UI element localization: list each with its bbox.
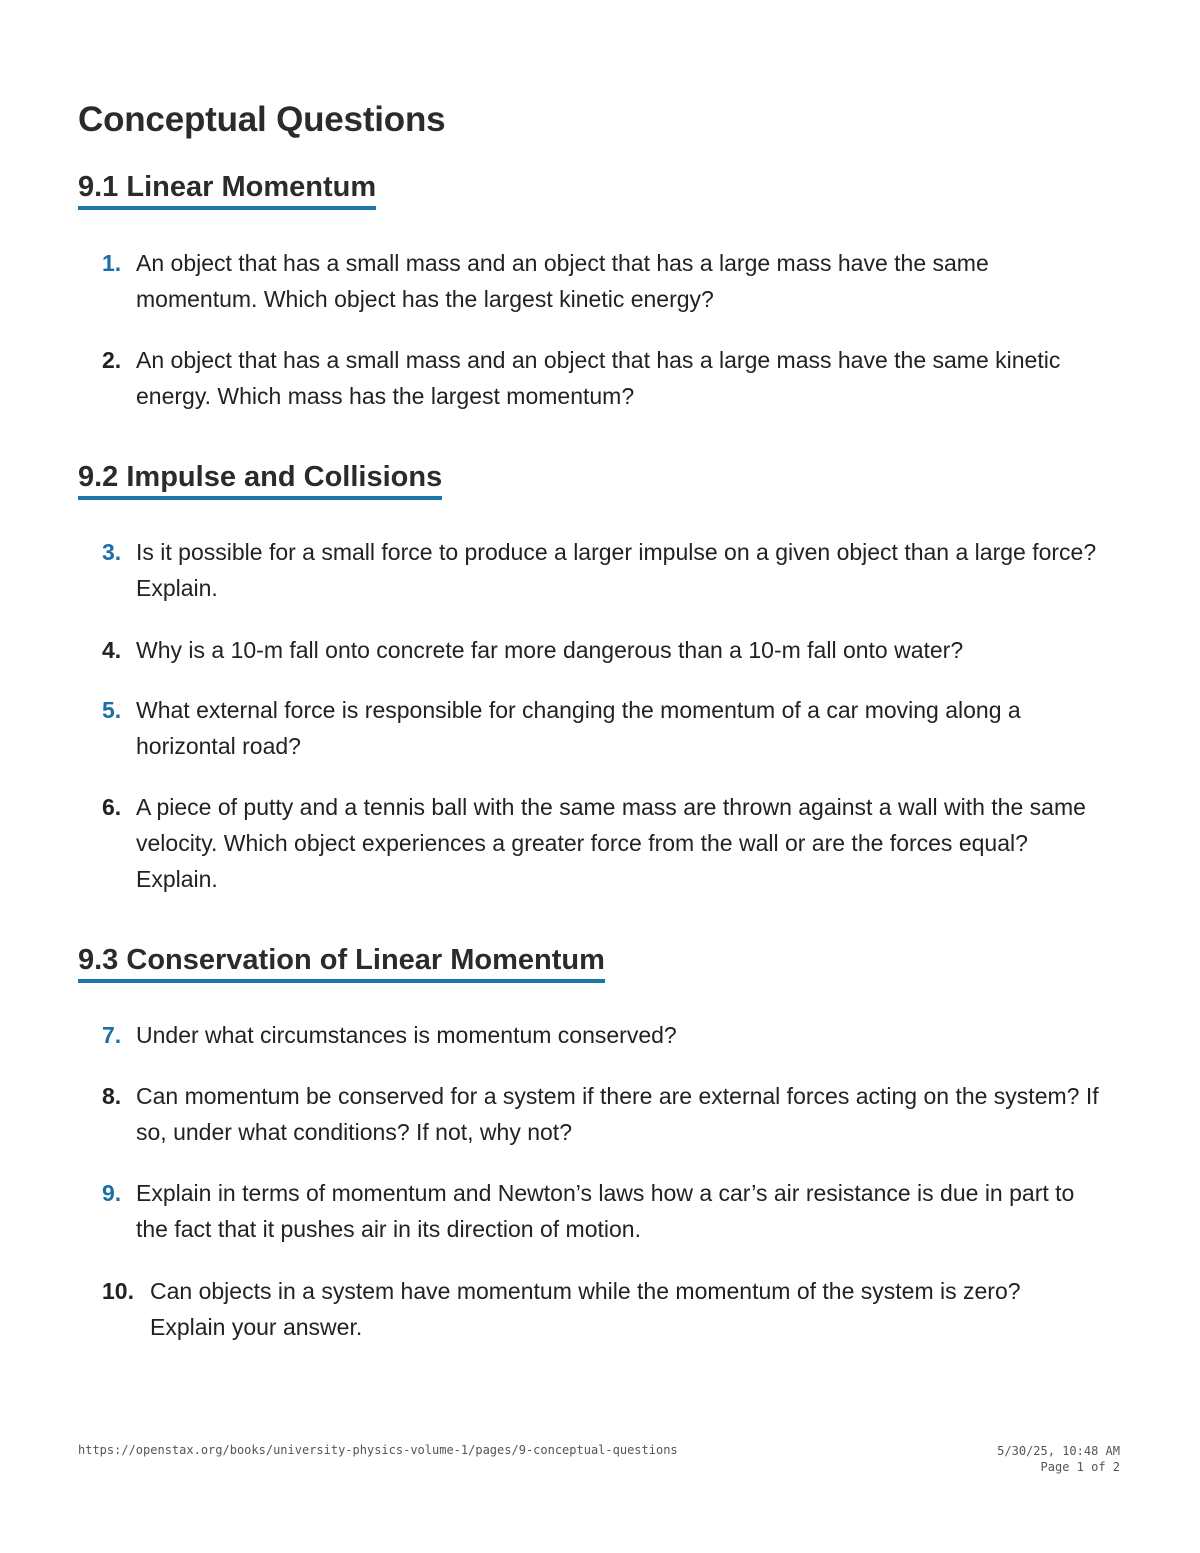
question-10 — [102, 1273, 1102, 1345]
question-number: 9. — [102, 1180, 122, 1206]
question-4 — [102, 632, 1102, 668]
section-heading-linear-momentum[interactable] — [78, 171, 376, 210]
question-number: 8. — [102, 1083, 122, 1109]
question-text: Why is a 10-m fall onto concrete far more dangerous than a 10-m fall onto water? — [136, 637, 964, 663]
footer-meta — [997, 1443, 1120, 1475]
question-text: Is it possible for a small force to produce a larger impulse on a given object than a large force? Explain. — [136, 539, 1097, 601]
question-text: Can objects in a system have momentum while the momentum of the system is zero? Explain your answer. — [150, 1278, 1021, 1340]
question-text: Explain in terms of momentum and Newton’s laws how a car’s air resistance is due in part to the fact that it pushes air in its direction of motion. — [136, 1180, 1075, 1242]
question-number: 5. — [102, 697, 122, 723]
section-heading-link[interactable]: 9.3 Conservation of Linear Momentum — [78, 944, 605, 983]
question-2 — [102, 342, 1102, 414]
question-text: A piece of putty and a tennis ball with the same mass are thrown against a wall with the same velocity. Which object experiences a greater force from the wall or are the forces equal? Explain. — [136, 794, 1086, 892]
footer-url: https://openstax.org/books/university-physics-volume-1/pages/9-conceptual-questions — [78, 1443, 678, 1457]
footer-datetime: 5/30/25, 10:48 AM — [997, 1444, 1120, 1458]
question-number: 10. — [102, 1278, 134, 1304]
section-heading-conservation[interactable] — [78, 944, 605, 983]
section-heading-link[interactable]: 9.1 Linear Momentum — [78, 171, 376, 210]
section-heading-impulse-collisions[interactable] — [78, 461, 442, 500]
question-text: Can momentum be conserved for a system if there are external forces acting on the system? If so, under what conditions? If not, why not? — [136, 1083, 1099, 1145]
question-text: Under what circumstances is momentum conserved? — [136, 1022, 677, 1048]
question-8 — [102, 1078, 1102, 1150]
question-5 — [102, 692, 1102, 764]
question-number: 2. — [102, 347, 122, 373]
question-text: What external force is responsible for changing the momentum of a car moving along a horizontal road? — [136, 697, 1021, 759]
question-3 — [102, 534, 1102, 606]
question-text: An object that has a small mass and an object that has a large mass have the same momentum. Which object has the largest kinetic energy? — [136, 250, 989, 312]
question-number: 6. — [102, 794, 122, 820]
question-7 — [102, 1017, 1102, 1053]
question-text: An object that has a small mass and an object that has a large mass have the same kinetic energy. Which mass has the largest momentum? — [136, 347, 1061, 409]
question-number: 1. — [102, 250, 122, 276]
section-heading-link[interactable]: 9.2 Impulse and Collisions — [78, 461, 442, 500]
footer-page-number: Page 1 of 2 — [1040, 1460, 1120, 1474]
page-title: Conceptual Questions — [78, 100, 446, 139]
question-9 — [102, 1175, 1102, 1247]
question-6 — [102, 789, 1102, 897]
question-number: 3. — [102, 539, 122, 565]
question-number: 7. — [102, 1022, 122, 1048]
question-number: 4. — [102, 637, 122, 663]
question-1 — [102, 245, 1102, 317]
